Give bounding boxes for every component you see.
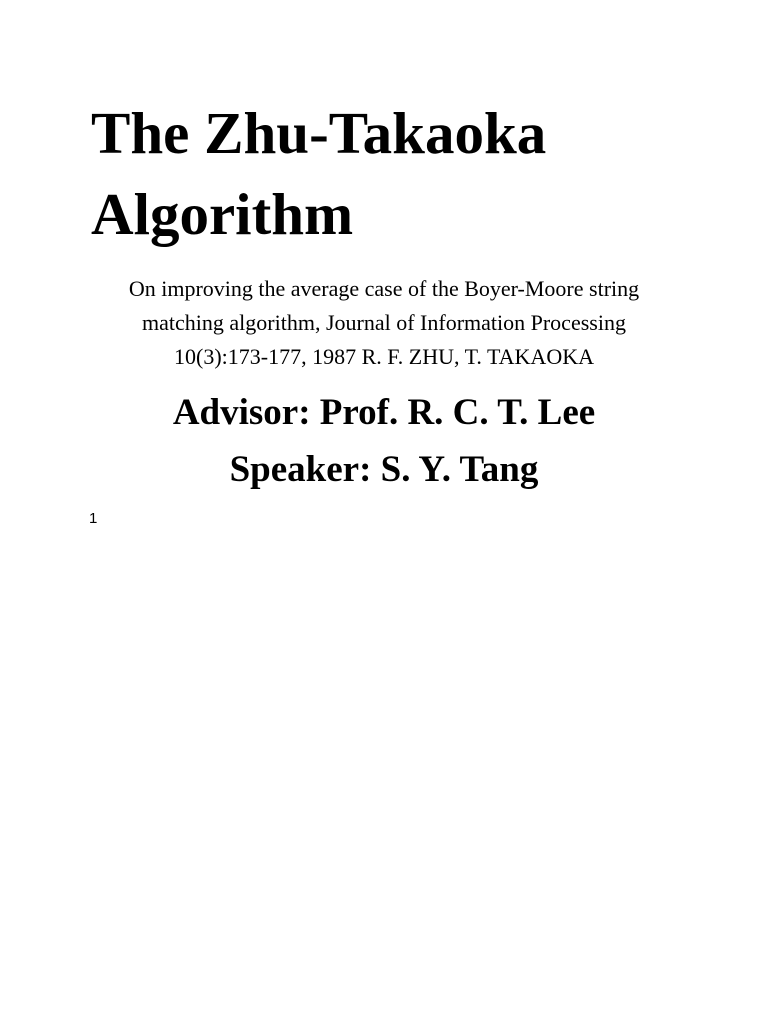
presentation-credits <box>0 384 768 498</box>
page-number: 1 <box>89 510 98 527</box>
speaker-name: Speaker: S. Y. Tang <box>229 449 539 490</box>
citation-line: 10(3):173-177, 1987 R. F. ZHU, T. TAKAOKA <box>174 344 594 369</box>
citation-line: matching algorithm, Journal of Information Processing <box>142 310 626 335</box>
document-title: The Zhu-Takaoka Algorithm <box>91 100 547 247</box>
advisor-name: Advisor: Prof. R. C. T. Lee <box>172 392 596 433</box>
citation-text <box>70 272 698 374</box>
citation-line: On improving the average case of the Boyer-Moore string <box>128 276 640 301</box>
